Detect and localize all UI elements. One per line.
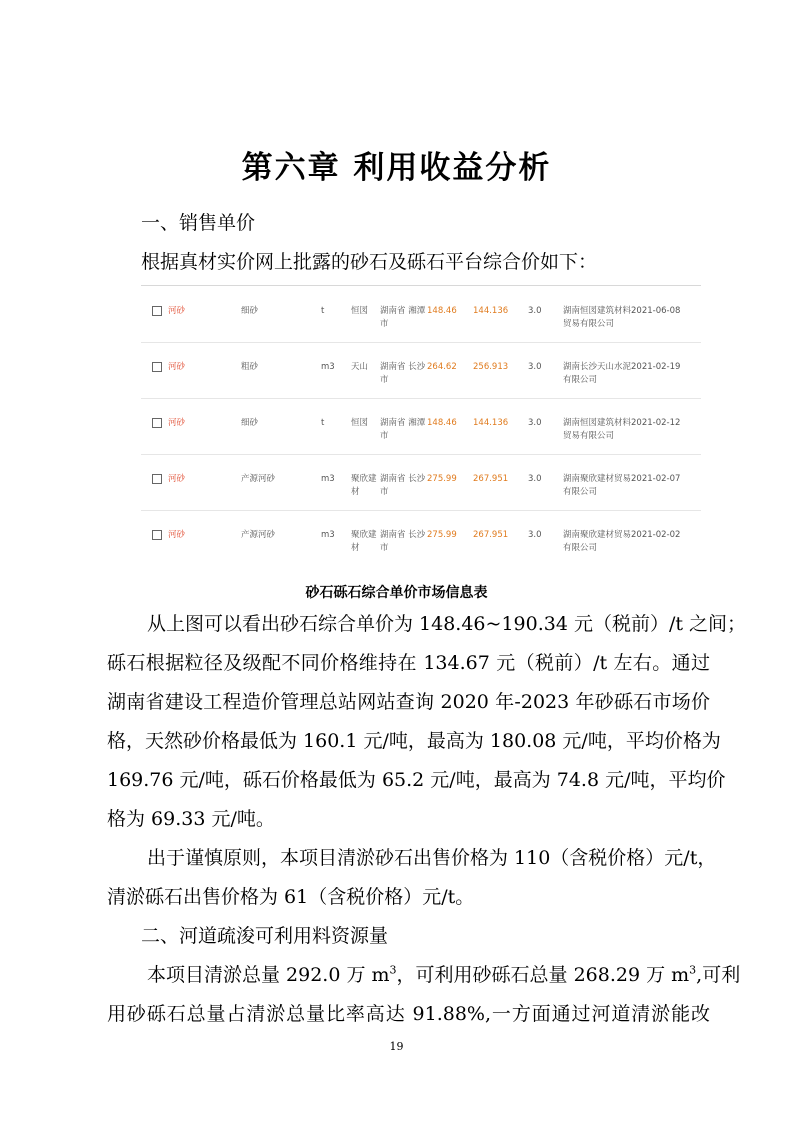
tax-rate-cell: 3.0	[528, 306, 542, 316]
brand-cell: 天山	[351, 362, 369, 372]
paragraph-line: 格，天然砂价格最低为 160.1 元/吨，最高为 180.08 元/吨，平均价格为	[107, 730, 721, 752]
paragraph-line: 格为 69.33 元/吨。	[107, 808, 275, 830]
date-cell: 2021-06-08	[631, 306, 681, 316]
row-checkbox[interactable]	[152, 530, 162, 540]
product-name-cell: 细砂	[241, 418, 259, 428]
table-row	[141, 342, 701, 399]
supplier-cell: 湖南恒図建筑材料 贸易有限公司	[563, 418, 632, 441]
brand-cell: 恒図	[351, 306, 369, 316]
tax-rate-cell: 3.0	[528, 362, 542, 372]
region-cell: 湖南省 长沙 市	[380, 362, 426, 385]
unit-cell: m3	[321, 530, 335, 540]
section-heading-2: 二、河道疏浚可利用料资源量	[141, 925, 389, 947]
paragraph-line: 本项目清淤总量 292.0 万 $m^3$，可利用砂砾石总量 268.29 万 $m^3$,可利	[147, 963, 741, 986]
price-excl-tax-cell: 267.951	[473, 530, 509, 540]
region-cell: 湖南省 湘潭 市	[380, 306, 426, 329]
page-number: 19	[389, 1040, 404, 1053]
unit-cell: m3	[321, 362, 335, 372]
price-incl-tax-cell: 148.46	[427, 306, 457, 316]
category-cell[interactable]: 河砂	[168, 306, 186, 316]
section-heading-1: 一、销售单价	[141, 212, 256, 234]
table-caption: 砂石砾石综合单价市场信息表	[305, 585, 488, 601]
price-excl-tax-cell: 144.136	[473, 418, 509, 428]
supplier-cell: 湖南聚欣建材贸易 有限公司	[563, 474, 632, 497]
price-incl-tax-cell: 275.99	[427, 474, 457, 484]
product-name-cell: 细砂	[241, 306, 259, 316]
product-name-cell: 产源河砂	[241, 474, 276, 484]
product-name-cell: 粗砂	[241, 362, 259, 372]
paragraph-line: 从上图可以看出砂石综合单价为 148.46~190.34 元（税前）/t 之间；	[147, 613, 747, 635]
price-incl-tax-cell: 264.62	[427, 362, 457, 372]
price-excl-tax-cell: 144.136	[473, 306, 509, 316]
unit-cell: t	[321, 418, 325, 428]
price-table-screenshot	[141, 285, 701, 562]
tax-rate-cell: 3.0	[528, 418, 542, 428]
price-excl-tax-cell: 256.913	[473, 362, 509, 372]
unit-cell: t	[321, 306, 325, 316]
brand-cell: 聚欣建 材	[351, 474, 377, 497]
date-cell: 2021-02-19	[631, 362, 681, 372]
row-checkbox[interactable]	[152, 418, 162, 428]
category-cell[interactable]: 河砂	[168, 418, 186, 428]
intro-text: 根据真材实价网上批露的砂石及砾石平台综合价如下：	[141, 251, 598, 273]
category-cell[interactable]: 河砂	[168, 474, 186, 484]
tax-rate-cell: 3.0	[528, 474, 542, 484]
paragraph-line: 169.76 元/吨，砾石价格最低为 65.2 元/吨，最高为 74.8 元/吨，平均价	[107, 769, 726, 791]
category-cell[interactable]: 河砂	[168, 530, 186, 540]
date-cell: 2021-02-02	[631, 530, 681, 540]
row-checkbox[interactable]	[152, 306, 162, 316]
product-name-cell: 产源河砂	[241, 530, 276, 540]
supplier-cell: 湖南长沙天山水泥 有限公司	[563, 362, 632, 385]
price-excl-tax-cell: 267.951	[473, 474, 509, 484]
paragraph-line: 用砂砾石总量占清淤总量比率高达 91.88%,一方面通过河道清淤能改	[107, 1003, 710, 1025]
category-cell[interactable]: 河砂	[168, 362, 186, 372]
price-incl-tax-cell: 148.46	[427, 418, 457, 428]
table-row	[141, 286, 701, 343]
unit-cell: m3	[321, 474, 335, 484]
paragraph-line: 出于谨慎原则，本项目清淤砂石出售价格为 110（含税价格）元/t，	[147, 847, 717, 869]
brand-cell: 恒図	[351, 418, 369, 428]
paragraph-line: 砾石根据粒径及级配不同价格维持在 134.67 元（税前）/t 左右。通过	[107, 652, 710, 674]
region-cell: 湖南省 湘潭 市	[380, 418, 426, 441]
supplier-cell: 湖南聚欣建材贸易 有限公司	[563, 530, 632, 553]
table-row	[141, 454, 701, 511]
region-cell: 湖南省 长沙 市	[380, 530, 426, 553]
date-cell: 2021-02-12	[631, 418, 681, 428]
table-row	[141, 510, 701, 566]
chapter-title: 第六章 利用收益分析	[241, 150, 552, 186]
paragraph-line: 清淤砾石出售价格为 61（含税价格）元/t。	[107, 886, 475, 908]
row-checkbox[interactable]	[152, 362, 162, 372]
brand-cell: 聚欣建 材	[351, 530, 377, 553]
paragraph-line: 湖南省建设工程造价管理总站网站查询 2020 年-2023 年砂砾石市场价	[107, 691, 710, 713]
region-cell: 湖南省 长沙 市	[380, 474, 426, 497]
tax-rate-cell: 3.0	[528, 530, 542, 540]
price-incl-tax-cell: 275.99	[427, 530, 457, 540]
row-checkbox[interactable]	[152, 474, 162, 484]
date-cell: 2021-02-07	[631, 474, 681, 484]
table-row	[141, 398, 701, 455]
supplier-cell: 湖南恒図建筑材料 贸易有限公司	[563, 306, 632, 329]
